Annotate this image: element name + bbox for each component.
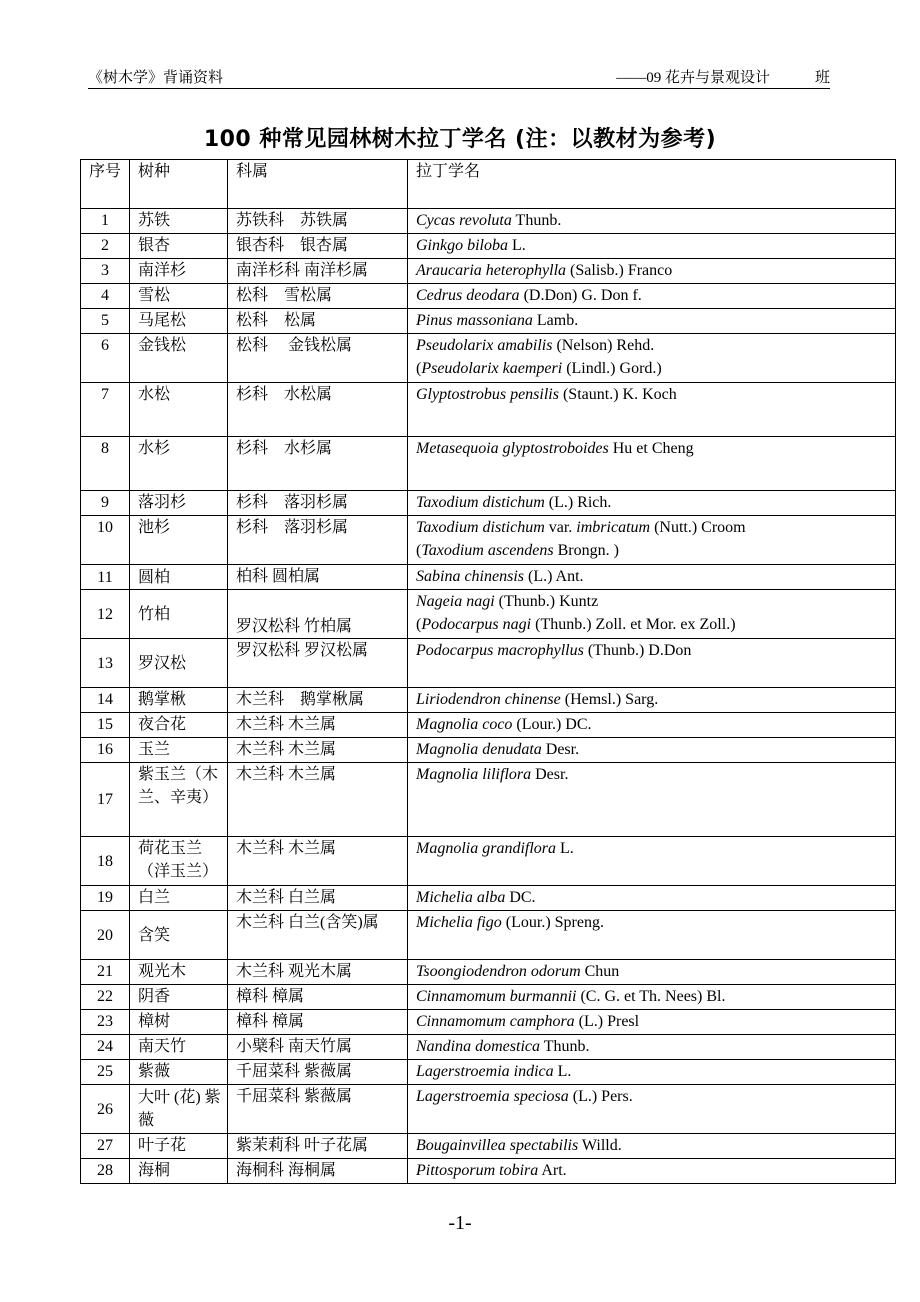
latin-author-part: (Thunb.) D.Don [583, 642, 692, 659]
header-right-text: ——09 花卉与景观设计 班 [616, 70, 830, 86]
latin-author-part: L. [508, 237, 526, 254]
latin-italic-part: Lagerstroemia indica [416, 1063, 554, 1080]
latin-italic-part: Metasequoia glyptostroboides [416, 440, 609, 457]
latin-line [416, 763, 889, 786]
family-genus: 木兰科 白兰属 [228, 886, 408, 911]
row-number: 17 [81, 763, 130, 837]
species-name: 水松 [130, 383, 228, 437]
latin-line [416, 688, 889, 711]
table-row [81, 1159, 896, 1184]
family-genus: 罗汉松科 竹柏属 [228, 590, 408, 639]
latin-author-part: (Lindl.) Gord.) [562, 360, 662, 377]
latin-italic-part: Cycas revoluta [416, 212, 512, 229]
col-header-species: 树种 [130, 160, 228, 209]
latin-line [416, 334, 889, 357]
latin-name [408, 688, 896, 713]
table-row [81, 1085, 896, 1134]
row-number: 12 [81, 590, 130, 639]
species-name: 观光木 [130, 960, 228, 985]
table-row [81, 309, 896, 334]
latin-name [408, 738, 896, 763]
family-genus: 松科 松属 [228, 309, 408, 334]
latin-name [408, 284, 896, 309]
latin-line [416, 437, 889, 460]
family-genus: 紫茉莉科 叶子花属 [228, 1134, 408, 1159]
row-number: 18 [81, 837, 130, 886]
family-genus: 罗汉松科 罗汉松属 [228, 639, 408, 688]
species-name: 落羽杉 [130, 491, 228, 516]
species-name: 玉兰 [130, 738, 228, 763]
latin-line [416, 1134, 889, 1157]
family-genus: 樟科 樟属 [228, 1010, 408, 1035]
table-row [81, 234, 896, 259]
latin-line [416, 1035, 889, 1058]
table-row [81, 763, 896, 837]
latin-author-part: Hu et Cheng [608, 440, 694, 457]
latin-line [416, 738, 889, 761]
latin-author-part: Art. [538, 1162, 567, 1179]
latin-author-part: var. [544, 519, 577, 536]
latin-author-part: Lamb. [532, 312, 579, 329]
family-genus: 松科 金钱松属 [228, 334, 408, 383]
table-row [81, 259, 896, 284]
latin-author-part: ( [416, 360, 422, 377]
table-row [81, 209, 896, 234]
latin-line [416, 713, 889, 736]
latin-line [416, 491, 889, 514]
latin-italic-part: Liriodendron chinense [416, 691, 561, 708]
latin-author-part: Chun [580, 963, 620, 980]
row-number: 20 [81, 911, 130, 960]
latin-italic-part: Michelia figo [416, 914, 502, 931]
family-genus: 小檗科 南天竹属 [228, 1035, 408, 1060]
latin-author-part: L. [556, 840, 574, 857]
species-name: 银杏 [130, 234, 228, 259]
table-row [81, 437, 896, 491]
latin-italic-part: Nandina domestica [416, 1038, 540, 1055]
latin-line [416, 357, 889, 380]
latin-name [408, 334, 896, 383]
table-row [81, 334, 896, 383]
tree-table [80, 159, 896, 1184]
table-row [81, 911, 896, 960]
latin-author-part: (C. G. et Th. Nees) Bl. [576, 988, 726, 1005]
latin-name [408, 1134, 896, 1159]
species-name: 水杉 [130, 437, 228, 491]
species-name: 夜合花 [130, 713, 228, 738]
table-row [81, 565, 896, 590]
latin-author-part: Brongn. ) [553, 542, 619, 559]
latin-italic-part: Tsoongiodendron odorum [416, 963, 581, 980]
table-row [81, 1035, 896, 1060]
latin-author-part: Thunb. [540, 1038, 590, 1055]
latin-italic-part: Taxodium distichum [416, 494, 545, 511]
species-name: 竹柏 [130, 590, 228, 639]
row-number: 22 [81, 985, 130, 1010]
latin-author-part: (Thunb.) Zoll. et Mor. ex Zoll.) [531, 616, 736, 633]
latin-italic-part: Magnolia coco [416, 716, 513, 733]
latin-italic-part: Araucaria heterophylla [416, 262, 567, 279]
latin-author-part: (L.) Ant. [524, 568, 584, 585]
species-name: 南洋杉 [130, 259, 228, 284]
latin-name [408, 565, 896, 590]
row-number: 6 [81, 334, 130, 383]
species-name: 紫玉兰（木兰、辛夷） [130, 763, 228, 837]
latin-italic-part: Ginkgo biloba [416, 237, 508, 254]
latin-line [416, 960, 889, 983]
latin-author-part: (Hemsl.) Sarg. [560, 691, 659, 708]
latin-italic-part: Cedrus deodara [416, 287, 520, 304]
latin-author-part: L. [553, 1063, 572, 1080]
latin-italic-part: Lagerstroemia speciosa [416, 1088, 569, 1105]
header-left-text: 《树木学》背诵资料 [88, 70, 224, 86]
species-name: 鹅掌楸 [130, 688, 228, 713]
family-genus: 木兰科 观光木属 [228, 960, 408, 985]
latin-italic-part: Sabina chinensis [416, 568, 524, 585]
latin-author-part: (Nelson) Rehd. [552, 337, 655, 354]
latin-author-part: (Thunb.) Kuntz [494, 593, 599, 610]
latin-italic-part: Pittosporum tobira [416, 1162, 539, 1179]
family-genus: 千屈菜科 紫薇属 [228, 1085, 408, 1134]
row-number: 14 [81, 688, 130, 713]
latin-author-part: ( [416, 616, 422, 633]
latin-name [408, 1010, 896, 1035]
species-name: 海桐 [130, 1159, 228, 1184]
latin-author-part: (L.) Rich. [544, 494, 612, 511]
row-number: 1 [81, 209, 130, 234]
latin-name [408, 1085, 896, 1134]
row-number: 24 [81, 1035, 130, 1060]
species-name: 罗汉松 [130, 639, 228, 688]
species-name: 大叶 (花) 紫薇 [130, 1085, 228, 1134]
family-genus: 木兰科 木兰属 [228, 713, 408, 738]
row-number: 8 [81, 437, 130, 491]
latin-line [416, 590, 889, 613]
family-genus: 南洋杉科 南洋杉属 [228, 259, 408, 284]
table-row [81, 284, 896, 309]
row-number: 26 [81, 1085, 130, 1134]
latin-name [408, 1035, 896, 1060]
latin-italic-part: Taxodium ascendens [421, 542, 554, 559]
latin-italic-part: Cinnamomum burmannii [416, 988, 577, 1005]
family-genus: 杉科 落羽杉属 [228, 491, 408, 516]
family-genus: 苏铁科 苏铁属 [228, 209, 408, 234]
species-name: 南天竹 [130, 1035, 228, 1060]
family-genus: 木兰科 木兰属 [228, 738, 408, 763]
table-row [81, 738, 896, 763]
row-number: 3 [81, 259, 130, 284]
latin-author-part: (Lour.) DC. [512, 716, 592, 733]
table-row [81, 985, 896, 1010]
latin-author-part: (Salisb.) Franco [566, 262, 673, 279]
latin-italic-part: Podocarpus nagi [421, 616, 532, 633]
latin-italic-part: Pinus massoniana [416, 312, 533, 329]
page-title: 100 种常见园林树木拉丁学名 (注：以教材为参考) [203, 127, 717, 152]
latin-author-part: (Staunt.) K. Koch [558, 386, 677, 403]
table-row [81, 886, 896, 911]
latin-name [408, 259, 896, 284]
row-number: 7 [81, 383, 130, 437]
species-name: 荷花玉兰（洋玉兰） [130, 837, 228, 886]
latin-name [408, 209, 896, 234]
species-name: 紫薇 [130, 1060, 228, 1085]
table-body [81, 209, 896, 1184]
latin-line [416, 565, 889, 588]
species-name: 苏铁 [130, 209, 228, 234]
species-name: 池杉 [130, 516, 228, 565]
table-header-row [81, 160, 896, 209]
latin-name [408, 886, 896, 911]
col-header-no: 序号 [81, 160, 130, 209]
latin-author-part: ( [416, 542, 422, 559]
latin-name [408, 960, 896, 985]
row-number: 13 [81, 639, 130, 688]
table-row [81, 639, 896, 688]
species-name: 雪松 [130, 284, 228, 309]
col-header-latin: 拉丁学名 [408, 160, 896, 209]
latin-name [408, 590, 896, 639]
family-genus: 木兰科 鹅掌楸属 [228, 688, 408, 713]
row-number: 25 [81, 1060, 130, 1085]
species-name: 含笑 [130, 911, 228, 960]
family-genus: 杉科 落羽杉属 [228, 516, 408, 565]
latin-author-part: (L.) Pers. [568, 1088, 633, 1105]
family-genus: 杉科 水松属 [228, 383, 408, 437]
family-genus: 木兰科 白兰(含笑)属 [228, 911, 408, 960]
latin-italic-part: Magnolia liliflora [416, 766, 532, 783]
latin-italic-part: Nageia nagi [416, 593, 495, 610]
row-number: 10 [81, 516, 130, 565]
species-name: 樟树 [130, 1010, 228, 1035]
latin-italic-part: Cinnamomum camphora [416, 1013, 575, 1030]
latin-name [408, 309, 896, 334]
running-header [88, 66, 830, 89]
latin-author-part: (L.) Presl [574, 1013, 640, 1030]
latin-author-part: (D.Don) G. Don f. [519, 287, 642, 304]
latin-line [416, 985, 889, 1008]
species-name: 金钱松 [130, 334, 228, 383]
row-number: 21 [81, 960, 130, 985]
row-number: 4 [81, 284, 130, 309]
latin-name [408, 763, 896, 837]
latin-line [416, 284, 889, 307]
latin-line [416, 309, 889, 332]
family-genus: 千屈菜科 紫薇属 [228, 1060, 408, 1085]
latin-author-part: (Nutt.) Croom [650, 519, 746, 536]
latin-italic-part: Pseudolarix amabilis [416, 337, 553, 354]
latin-italic-part: Podocarpus macrophyllus [416, 642, 584, 659]
table-row [81, 688, 896, 713]
latin-italic-part: Magnolia grandiflora [416, 840, 557, 857]
latin-line [416, 539, 889, 562]
latin-author-part: Desr. [541, 741, 580, 758]
row-number: 16 [81, 738, 130, 763]
latin-line [416, 1060, 889, 1083]
table-row [81, 516, 896, 565]
latin-italic-part: imbricatum [576, 519, 651, 536]
family-genus: 木兰科 木兰属 [228, 837, 408, 886]
latin-line [416, 911, 889, 934]
family-genus: 海桐科 海桐属 [228, 1159, 408, 1184]
species-name: 马尾松 [130, 309, 228, 334]
family-genus: 樟科 樟属 [228, 985, 408, 1010]
species-name: 阴香 [130, 985, 228, 1010]
row-number: 2 [81, 234, 130, 259]
latin-name [408, 234, 896, 259]
latin-line [416, 383, 889, 406]
latin-italic-part: Magnolia denudata [416, 741, 542, 758]
latin-line [416, 837, 889, 860]
family-genus: 柏科 圆柏属 [228, 565, 408, 590]
table-row [81, 590, 896, 639]
latin-line [416, 209, 889, 232]
row-number: 28 [81, 1159, 130, 1184]
latin-italic-part: Pseudolarix kaemperi [421, 360, 563, 377]
family-genus: 木兰科 木兰属 [228, 763, 408, 837]
table-row [81, 383, 896, 437]
latin-name [408, 437, 896, 491]
latin-italic-part: Taxodium distichum [416, 519, 545, 536]
row-number: 27 [81, 1134, 130, 1159]
latin-author-part: Willd. [578, 1137, 622, 1154]
table-row [81, 1134, 896, 1159]
latin-name [408, 639, 896, 688]
table-row [81, 491, 896, 516]
latin-name [408, 985, 896, 1010]
family-genus: 松科 雪松属 [228, 284, 408, 309]
species-name: 叶子花 [130, 1134, 228, 1159]
row-number: 19 [81, 886, 130, 911]
species-name: 圆柏 [130, 565, 228, 590]
latin-line [416, 613, 889, 636]
table-row [81, 837, 896, 886]
latin-line [416, 1085, 889, 1108]
row-number: 5 [81, 309, 130, 334]
latin-author-part: DC. [505, 889, 536, 906]
family-genus: 银杏科 银杏属 [228, 234, 408, 259]
latin-line [416, 516, 889, 539]
latin-name [408, 491, 896, 516]
table-row [81, 713, 896, 738]
family-genus: 杉科 水杉属 [228, 437, 408, 491]
latin-line [416, 886, 889, 909]
latin-name [408, 516, 896, 565]
table-row [81, 1060, 896, 1085]
row-number: 23 [81, 1010, 130, 1035]
latin-name [408, 911, 896, 960]
latin-line [416, 1159, 889, 1182]
latin-name [408, 383, 896, 437]
row-number: 15 [81, 713, 130, 738]
table-row [81, 960, 896, 985]
table-row [81, 1010, 896, 1035]
species-name: 白兰 [130, 886, 228, 911]
row-number: 11 [81, 565, 130, 590]
latin-name [408, 837, 896, 886]
latin-line [416, 259, 889, 282]
latin-author-part: Desr. [531, 766, 569, 783]
latin-line [416, 639, 889, 662]
latin-italic-part: Bougainvillea spectabilis [416, 1137, 579, 1154]
latin-line [416, 234, 889, 257]
latin-name [408, 1060, 896, 1085]
latin-author-part: (Lour.) Spreng. [501, 914, 604, 931]
col-header-family: 科属 [228, 160, 408, 209]
latin-italic-part: Michelia alba [416, 889, 506, 906]
latin-name [408, 1159, 896, 1184]
latin-line [416, 1010, 889, 1033]
row-number: 9 [81, 491, 130, 516]
latin-author-part: Thunb. [511, 212, 562, 229]
page-number: -1- [448, 1212, 472, 1234]
latin-name [408, 713, 896, 738]
latin-italic-part: Glyptostrobus pensilis [416, 386, 559, 403]
